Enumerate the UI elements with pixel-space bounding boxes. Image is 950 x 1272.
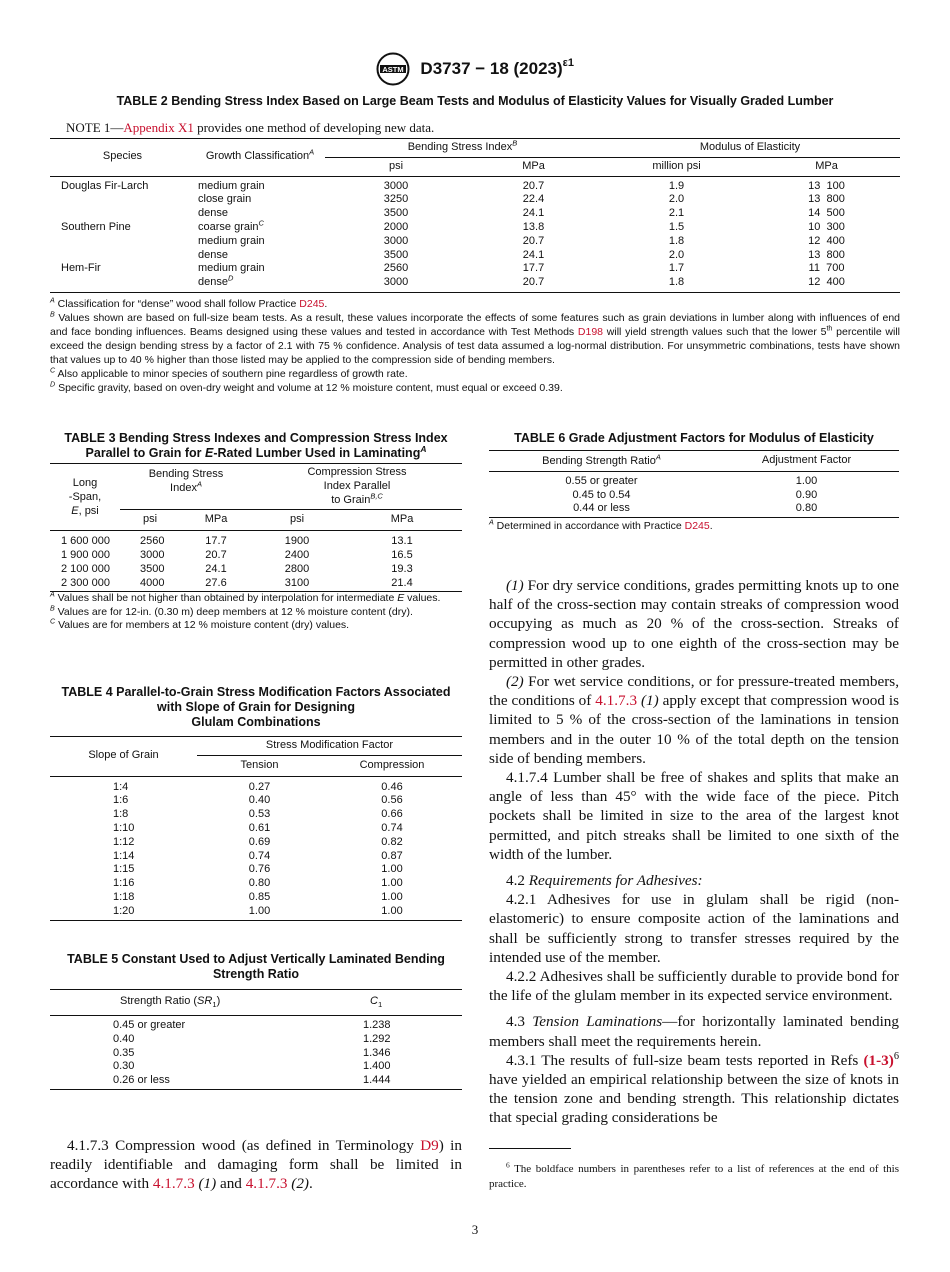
ref-4-1-7-3-link-c[interactable]: 4.1.7.3 (595, 692, 638, 710)
d9-link[interactable]: D9 (420, 1137, 439, 1154)
table3-cell-bpsi: 3500 (140, 562, 165, 575)
table-row (50, 176, 900, 193)
table2-cell-moe-mpa: 10 300 (808, 220, 845, 233)
table3-cell-e: 1 600 000 (61, 535, 110, 548)
table5-cell-c1: 1.292 (363, 1032, 391, 1045)
table2-cell-psi: 3000 (383, 276, 409, 289)
table2-cell-psi: 2560 (383, 262, 409, 275)
table-row (50, 891, 462, 905)
table-row (50, 249, 900, 263)
table4-cell-slope: 1:20 (113, 904, 135, 917)
table2-cell-moe-mpa: 12 400 (808, 276, 845, 289)
table2-cell-species (50, 235, 195, 249)
d198-link[interactable]: D198 (577, 326, 604, 338)
table6 (489, 450, 899, 518)
table2-cell-psi: 3250 (383, 193, 409, 206)
table3-head-bpsi: psi (142, 513, 158, 526)
table2-cell-psi: 3500 (383, 207, 409, 220)
table3-cell-bmpa: 20.7 (205, 548, 227, 561)
table4-head-slope: Slope of Grain (50, 737, 197, 777)
table3-cell-bpsi: 4000 (140, 576, 165, 589)
designation: D3737 − 18 $(2023)^{\varepsilon 1}$ (420, 57, 575, 78)
table4-head-compression: Compression (359, 758, 425, 771)
table6-cell-bsr: 0.45 to 0.54 (572, 488, 631, 501)
table6-head-bsr: Bending Strength Ratio$^A$ (542, 452, 661, 467)
table-row (50, 531, 462, 549)
table4 (50, 736, 462, 921)
table3-cell-bpsi: 2560 (140, 535, 165, 548)
table3-footnote-a: $^A$ Values shall be not higher than obtained by interpolation for intermediate E values. (50, 590, 441, 604)
table4-cell-compression: 1.00 (381, 904, 403, 917)
table2-cell-mpa: 20.7 (522, 234, 545, 247)
table-row (50, 794, 462, 808)
table5-cell-sr: 0.26 or less (113, 1074, 170, 1087)
table4-cell-compression: 0.56 (381, 794, 403, 807)
table3-cell-cmpa: 19.3 (391, 562, 413, 575)
table2-cell-species (50, 207, 195, 221)
table3-cell-bmpa: 27.6 (205, 576, 227, 589)
table2-head-mpa2: MPa (815, 159, 838, 172)
document-header (0, 52, 950, 86)
table2-cell-million-psi: 2.1 (668, 207, 685, 220)
table2-cell-species: Southern Pine (61, 220, 131, 233)
table2-cell-moe-mpa: 11 700 (808, 262, 845, 275)
table2-cell-species (50, 249, 195, 263)
table3-head-bmpa: MPa (204, 513, 228, 526)
table2-cell-million-psi: 1.8 (668, 234, 685, 247)
table2-cell-million-psi: 2.0 (668, 193, 685, 206)
table4-cell-tension: 0.53 (248, 808, 271, 821)
table3-cell-cmpa: 21.4 (391, 576, 413, 589)
para-4-3-1: 4.3.1 The results of full-size beam tests reported in Refs $(1-3)^6$ have yielded an empirical relationship between the size of knots in the tension zone and bending strength. This relationship dictates that special grading considerations be (489, 1050, 899, 1127)
table4-cell-slope: 1:15 (113, 863, 135, 876)
table2-cell-psi: 3000 (383, 179, 409, 192)
table2-cell-million-psi: 2.0 (668, 248, 685, 261)
table4-cell-compression: 0.87 (381, 849, 403, 862)
table2-cell-mpa: 20.7 (522, 276, 545, 289)
table-row (50, 1047, 462, 1061)
table4-cell-slope: 1:18 (113, 890, 135, 903)
table2-cell-psi: 2000 (383, 220, 409, 233)
table4-cell-tension: 0.76 (248, 863, 271, 876)
table4-cell-tension: 0.69 (248, 835, 271, 848)
page-number: 3 (471, 1222, 479, 1237)
table4-cell-tension: 0.27 (248, 780, 271, 793)
table4-cell-tension: 0.80 (248, 877, 271, 890)
table3-cell-e: 2 100 000 (61, 562, 110, 575)
table2-cell-growth: medium grain (198, 234, 265, 247)
table2-cell-species: Hem-Fir (61, 262, 101, 275)
table-row (50, 863, 462, 877)
table4-cell-slope: 1:14 (113, 849, 135, 862)
table5-cell-sr: 0.45 or greater (113, 1018, 186, 1031)
table5-cell-c1: 1.400 (363, 1060, 391, 1073)
table4-cell-tension: 0.61 (248, 821, 271, 834)
table6-cell-bsr: 0.44 or less (573, 502, 630, 515)
table2-head-psi: psi (388, 159, 404, 172)
table2-cell-growth: coarse grain$^C$ (198, 218, 264, 233)
table4-head-smf: Stress Modification Factor (197, 737, 462, 756)
table-row (50, 221, 900, 235)
table2-cell-growth: dense$^D$ (198, 273, 234, 289)
astm-logo-icon (376, 52, 410, 86)
footnote-divider (489, 1148, 571, 1149)
para-4-3: 4.3 Tension Laminations—for horizontally laminated bending members shall meet the requirements herein. (489, 1013, 899, 1050)
table-row (50, 207, 900, 221)
table-row (50, 563, 462, 577)
table5-cell-sr: 0.35 (113, 1046, 135, 1059)
table2-footnote-a: $^A$ Classification for “dense” wood shall follow Practice D245. (50, 296, 328, 310)
table6-cell-bsr: 0.55 or greater (565, 474, 638, 487)
table4-cell-slope: 1:10 (113, 821, 135, 834)
table2-note: NOTE 1—Appendix X1 provides one method of developing new data. (66, 120, 435, 135)
table3-cell-cmpa: 16.5 (391, 548, 413, 561)
table-row (50, 577, 462, 592)
ref-4-1-7-3-link-a[interactable]: 4.1.7.3 (152, 1175, 195, 1193)
table3-cell-cpsi: 2800 (284, 562, 310, 575)
table6-footnote: $^A$ Determined in accordance with Practice D245. (489, 518, 713, 532)
table-row (50, 905, 462, 920)
right-column-text (489, 576, 899, 1128)
table-row (489, 471, 899, 488)
table3-head-long-span: Long -Span, E, psi (50, 464, 120, 531)
table3-cell-bmpa: 24.1 (205, 562, 227, 575)
refs-1-3-link[interactable]: (1-3) (863, 1051, 894, 1069)
table-row (50, 276, 900, 292)
table4-cell-compression: 1.00 (381, 890, 403, 903)
table5-cell-sr: 0.30 (113, 1060, 135, 1073)
table2-cell-mpa: 24.1 (522, 248, 545, 261)
table4-cell-slope: 1:12 (113, 835, 135, 848)
para-compression-wet: (2) For wet service conditions, or for pressure-treated members, the conditions of 4.1.7.3 (1) apply except that compression wood is limited to 5 % of the cross-section of the laminations in tension members and in the outer 10 % of the total depth on the tension side of bending members. (489, 673, 900, 767)
table-row (50, 836, 462, 850)
para-4-2: 4.2 Requirements for Adhesives: (506, 872, 703, 890)
table2-head-bsi: Bending Stress Index$^B$ (325, 139, 600, 158)
table4-cell-slope: 1:6 (113, 794, 129, 807)
d245-link-2[interactable]: D245 (684, 520, 710, 532)
table-row (50, 1074, 462, 1089)
table2-cell-mpa: 13.8 (522, 220, 545, 233)
table2-head-moe: Modulus of Elasticity (600, 139, 900, 158)
table-row (50, 1015, 462, 1032)
table2-cell-species: Douglas Fir-Larch (61, 179, 149, 192)
table5-cell-sr: 0.40 (113, 1032, 135, 1045)
table2-cell-million-psi: 1.7 (668, 262, 685, 275)
table3-footnote-b: $^B$ Values are for 12-in. (0.30 m) deep members at 12 % moisture content (dry). (50, 604, 413, 618)
table4-cell-slope: 1:16 (113, 877, 135, 890)
table2-cell-moe-mpa: 12 400 (808, 234, 845, 247)
table6-cell-af: 0.80 (795, 502, 818, 515)
table-row (50, 1033, 462, 1047)
table2-cell-mpa: 20.7 (522, 179, 545, 192)
table2-cell-mpa: 22.4 (522, 193, 545, 206)
section-4-1-7-3: 4.1.7.3 Compression wood (as defined in Terminology D9) in readily identifiable and damaging form shall be limited in accordance with 4.1.7.3 (1) and 4.1.7.3 (2). (50, 1137, 462, 1193)
table2-head-growth: Growth Classification$^A$ (195, 139, 325, 177)
table5-cell-c1: 1.444 (363, 1074, 391, 1087)
table3-cell-e: 2 300 000 (61, 576, 110, 589)
table-row (50, 822, 462, 836)
table4-head-tension: Tension (240, 758, 279, 771)
table2-footnote-d: $^D$ Specific gravity, based on oven-dry weight and volume at 12 % moisture content, must equal or exceed 0.39. (50, 380, 563, 394)
table3-cell-cpsi: 1900 (284, 535, 310, 548)
table4-cell-compression: 0.46 (381, 780, 403, 793)
para-4-2-1: 4.2.1 Adhesives for use in glulam shall be rigid (non-elastomeric) to ensure composite action of the laminations and shall be sufficiently strong to transfer stresses required by the intended use of the member. (489, 891, 899, 966)
table3-title: TABLE 3 Bending Stress Indexes and Compression Stress Index Parallel to Grain for E-Rated Lumber Used in Laminating$^A$ (64, 431, 448, 460)
table2-cell-million-psi: 1.8 (668, 276, 685, 289)
table3-cell-cpsi: 2400 (284, 548, 310, 561)
table4-cell-tension: 0.74 (248, 849, 271, 862)
table2-cell-moe-mpa: 13 100 (808, 179, 845, 192)
table4-title: TABLE 4 Parallel-to-Grain Stress Modification Factors Associated with Slope of Grain for Designing Glulam Combinations (61, 685, 451, 729)
table-row (50, 850, 462, 864)
d245-link[interactable]: D245 (299, 298, 325, 310)
table4-cell-compression: 0.66 (381, 808, 403, 821)
table2-cell-growth: dense (198, 248, 228, 261)
svg-text:ASTM: ASTM (382, 65, 404, 74)
table2-cell-million-psi: 1.9 (668, 179, 685, 192)
table2-cell-growth: medium grain (198, 179, 265, 192)
table2-footnotes (50, 297, 900, 395)
table6-cell-af: 1.00 (795, 474, 818, 487)
table2-head-species: Species (50, 139, 195, 177)
table2-cell-species (50, 193, 195, 207)
table2-cell-species (50, 276, 195, 292)
table4-cell-compression: 1.00 (381, 863, 403, 876)
table4-cell-tension: 0.85 (248, 890, 271, 903)
table-row (50, 193, 900, 207)
table2-cell-moe-mpa: 13 800 (808, 248, 845, 261)
table2-cell-moe-mpa: 14 500 (808, 207, 845, 220)
table4-cell-slope: 1:4 (113, 780, 129, 793)
table5-cell-c1: 1.346 (363, 1046, 391, 1059)
table3-head-bsi: Bending Stress Index$^A$ (120, 464, 252, 510)
table-row (489, 489, 899, 503)
table2-cell-mpa: 24.1 (522, 207, 545, 220)
table2-head-million-psi: million psi (652, 159, 701, 172)
table3-cell-bmpa: 17.7 (205, 535, 227, 548)
table2-footnote-b: $^B$ Values shown are based on full-size beam tests. As a result, these values incorporate the effects of some features such as grain deviations in lumber along with influences of end and face bonding influences. Beams designed using these values and tested in accordance with Test Methods D198 will yield strength values such that the lower 5th percentile will exceed the design bending stress by a factor of 2.1 with 75 % confidence. Analysis of test data assumed a log-normal distribution. For unsymmetric combinations, tests have shown that values up to 40 % higher than those listed may be applied to the compression side of bending members. (50, 310, 900, 366)
table6-head-af: Adjustment Factor (761, 454, 852, 466)
table-row (50, 549, 462, 563)
table2-cell-psi: 3000 (383, 234, 409, 247)
table3 (50, 463, 462, 592)
table2-cell-psi: 3500 (383, 248, 409, 261)
table4-cell-slope: 1:8 (113, 808, 129, 821)
table2-cell-growth: medium grain (198, 262, 265, 275)
para-4-1-7-4: 4.1.7.4 Lumber shall be free of shakes and splits that make an angle of less than 45° with the wide face of the piece. Pitch pockets shall be limited in size to the area of the largest knot permitted, and pitch streaks shall be limited to one sixth of the width of the lumber. (489, 769, 899, 863)
table-row (50, 808, 462, 822)
table5-head-sr: Strength Ratio $(SR_1)$ (120, 995, 221, 1010)
para-compression-dry: (1) For dry service conditions, grades permitting knots up to one half of the cross-section may contain streaks of compression wood occupying as much as 20 % of the cross-section. Streaks of compression wood up to one eighth of the cross-section may be permitted in other grades. (489, 577, 899, 671)
table-row (50, 262, 900, 276)
table3-head-cpsi: psi (289, 513, 305, 526)
table-row (50, 235, 900, 249)
table2-cell-growth: close grain (198, 193, 252, 206)
table2-cell-mpa: 17.7 (522, 262, 545, 275)
table6-title: TABLE 6 Grade Adjustment Factors for Modulus of Elasticity (514, 431, 874, 445)
table2-cell-growth: dense (198, 207, 228, 220)
table2-head-mpa: MPa (522, 159, 545, 172)
table-row (50, 877, 462, 891)
table2-cell-moe-mpa: 13 800 (808, 193, 845, 206)
table3-cell-e: 1 900 000 (61, 548, 110, 561)
table5 (50, 989, 462, 1090)
table4-cell-tension: 1.00 (248, 904, 271, 917)
table3-cell-cmpa: 13.1 (391, 535, 413, 548)
table-row (50, 776, 462, 794)
ref-4-1-7-3-link-b[interactable]: 4.1.7.3 (245, 1175, 288, 1193)
appendix-x1-link[interactable]: Appendix X1 (123, 120, 194, 135)
table3-cell-bpsi: 3000 (140, 548, 165, 561)
table3-head-cmpa: MPa (390, 513, 414, 526)
table6-cell-af: 0.90 (795, 488, 818, 501)
table2 (50, 138, 900, 293)
table5-head-c1: $C_1$ (370, 995, 383, 1010)
table5-cell-c1: 1.238 (363, 1018, 391, 1031)
table3-footnote-c: $^C$ Values are for members at 12 % moisture content (dry) values. (50, 617, 350, 631)
table2-title: TABLE 2 Bending Stress Index Based on Large Beam Tests and Modulus of Elasticity Values for Visually Graded Lumber (116, 94, 834, 108)
table4-cell-compression: 0.74 (381, 821, 403, 834)
table3-footnotes (50, 592, 462, 633)
table4-cell-compression: 0.82 (381, 835, 403, 848)
table2-footnote-c: $^C$ Also applicable to minor species of southern pine regardless of growth rate. (50, 366, 408, 380)
table4-cell-compression: 1.00 (381, 877, 403, 890)
footnote-6: $^6$ The boldface numbers in parentheses refer to a list of references at the end of this practice. (489, 1160, 899, 1190)
table2-cell-million-psi: 1.5 (668, 220, 685, 233)
table3-cell-cpsi: 3100 (284, 576, 310, 589)
para-4-2-2: 4.2.2 Adhesives shall be sufficiently durable to provide bond for the life of the glulam member in its expected service environment. (489, 968, 899, 1005)
table5-title: TABLE 5 Constant Used to Adjust Vertically Laminated Bending Strength Ratio (67, 952, 445, 981)
table3-head-csi: Compression Stress Index Parallel to Grain$^{B,C}$ (252, 464, 462, 510)
table-row (489, 502, 899, 517)
table-row (50, 1060, 462, 1074)
table4-cell-tension: 0.40 (248, 794, 271, 807)
